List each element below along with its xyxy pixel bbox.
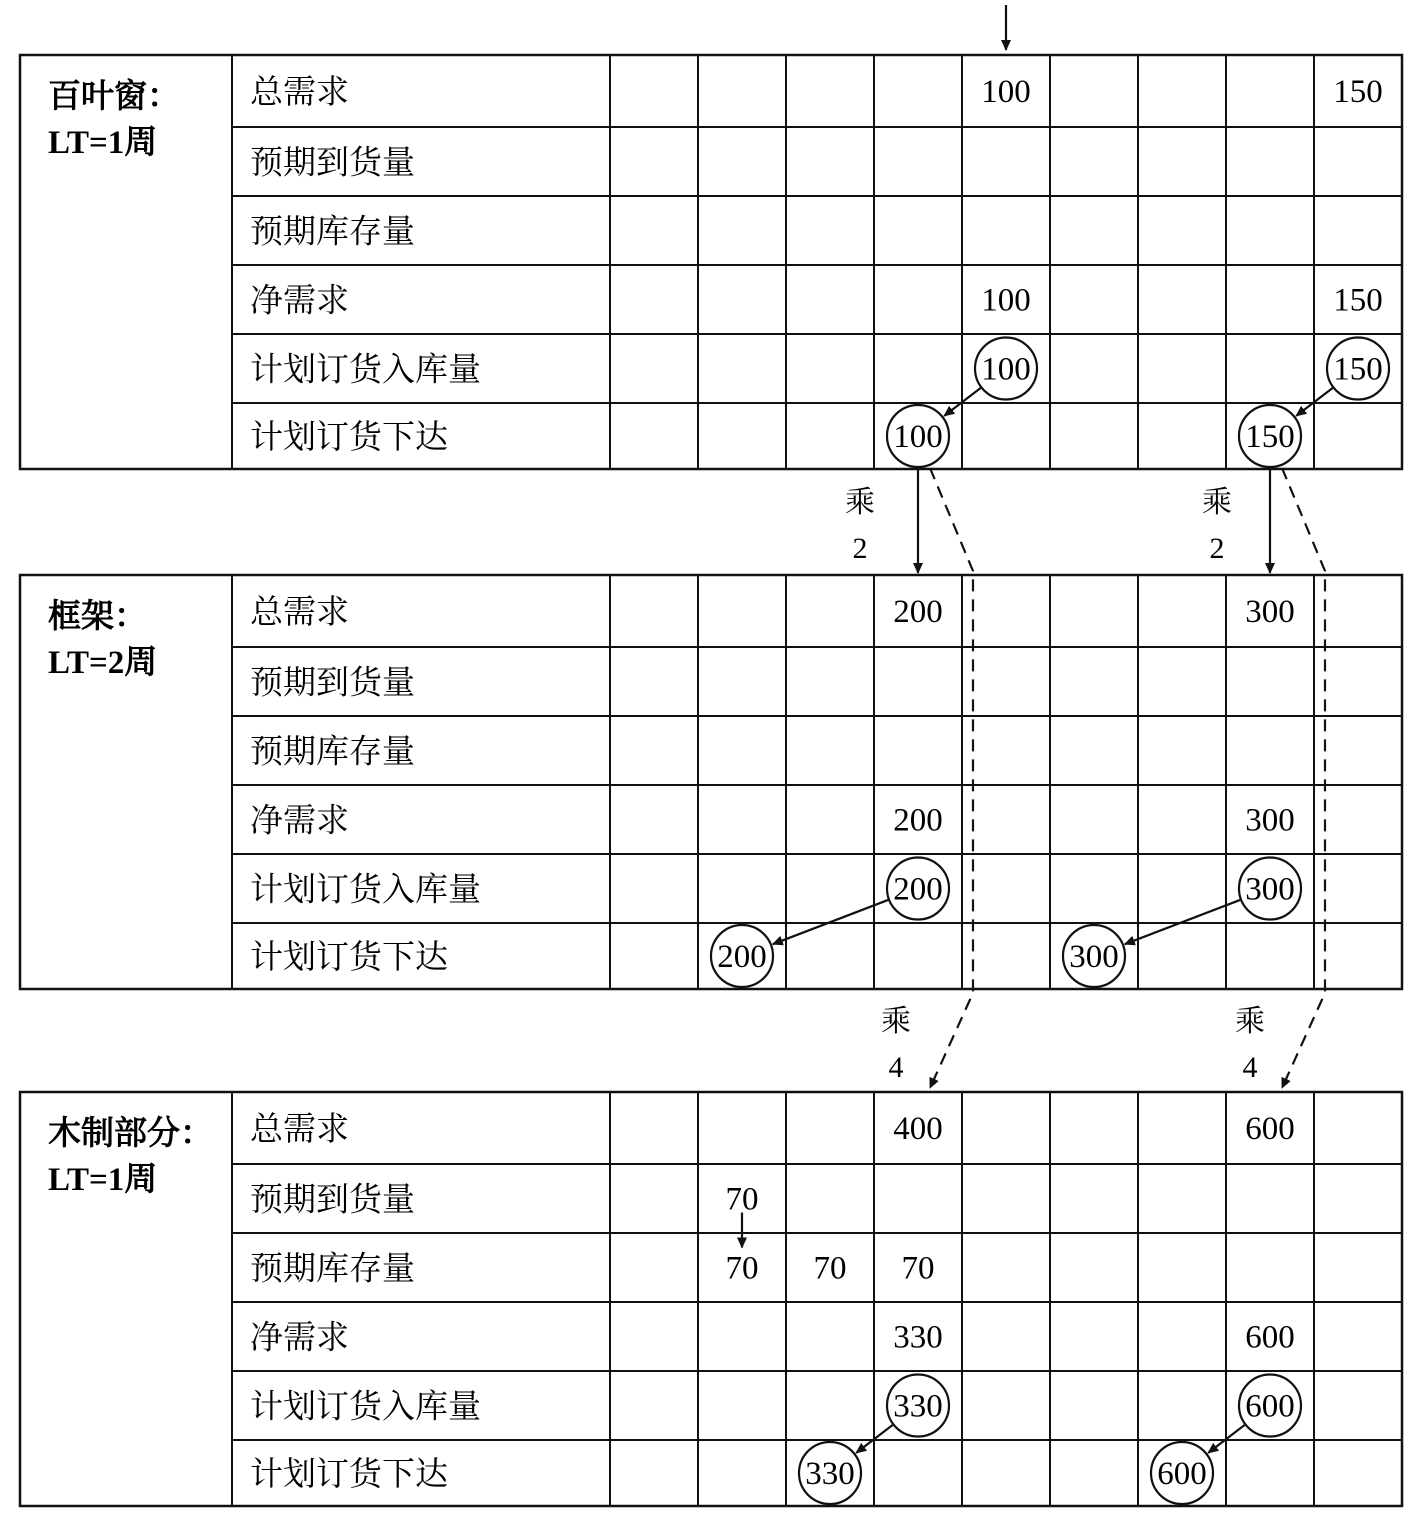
planned-order-value: 300 — [1069, 939, 1119, 975]
multiplier-value: 2 — [1209, 532, 1225, 565]
planned-order-value: 100 — [981, 351, 1031, 388]
row-label: 总需求 — [250, 75, 349, 111]
planned-order-value: 600 — [1245, 1388, 1295, 1425]
multiplier-value: 4 — [888, 1051, 904, 1084]
row-label: 总需求 — [250, 1112, 349, 1148]
lead-time: LT=1周 — [48, 1162, 158, 1198]
planned-order-value: 150 — [1245, 419, 1295, 455]
planned-order-value: 100 — [893, 419, 943, 455]
planned-order-value: 300 — [1245, 871, 1295, 908]
mrp-block — [20, 1092, 1402, 1506]
cell-value: 600 — [1245, 1319, 1295, 1356]
multiplier-label: 乘 — [845, 486, 875, 519]
cell-value: 70 — [901, 1250, 935, 1287]
item-name: 百叶窗： — [48, 79, 180, 115]
cell-value: 300 — [1245, 802, 1295, 839]
row-label: 总需求 — [250, 595, 349, 631]
dashed-explosion-line — [1282, 468, 1325, 1088]
row-label: 预期库存量 — [250, 214, 415, 251]
row-label: 预期库存量 — [250, 1251, 415, 1288]
cell-value: 600 — [1245, 1111, 1295, 1147]
multiplier-label: 乘 — [1202, 486, 1232, 519]
connectors — [742, 5, 1333, 1453]
cell-value: 100 — [981, 74, 1031, 110]
row-label: 计划订货入库量 — [250, 352, 481, 389]
lead-time: LT=2周 — [48, 645, 158, 681]
row-label: 预期到货量 — [250, 145, 415, 182]
multiplier-label: 乘 — [881, 1005, 911, 1038]
row-label: 预期到货量 — [250, 1182, 415, 1219]
planned-order-value: 150 — [1333, 351, 1383, 388]
item-name: 木制部分： — [48, 1116, 213, 1152]
block-border — [20, 575, 1402, 989]
block-border — [20, 55, 1402, 469]
row-label: 计划订货下达 — [250, 420, 448, 456]
mrp-block — [20, 55, 1402, 469]
item-name: 框架： — [48, 599, 147, 635]
planned-order-value: 200 — [893, 871, 943, 908]
multiplier-value: 2 — [852, 532, 868, 565]
cell-value: 100 — [981, 282, 1031, 319]
cell-value: 330 — [893, 1319, 943, 1356]
cell-value: 150 — [1333, 74, 1383, 110]
row-label: 预期到货量 — [250, 665, 415, 702]
multiplier-value: 4 — [1242, 1051, 1258, 1084]
planned-order-value: 600 — [1157, 1456, 1207, 1492]
cell-value: 70 — [725, 1181, 759, 1218]
lead-time: LT=1周 — [48, 125, 158, 161]
dashed-explosion-line — [930, 468, 973, 1088]
planned-order-value: 330 — [893, 1388, 943, 1425]
row-label: 计划订货下达 — [250, 1457, 448, 1493]
row-label: 净需求 — [250, 1320, 349, 1357]
row-label: 计划订货下达 — [250, 940, 448, 976]
cell-value: 200 — [893, 802, 943, 839]
row-label: 预期库存量 — [250, 734, 415, 771]
planned-order-value: 200 — [717, 939, 767, 975]
planned-order-value: 330 — [805, 1456, 855, 1492]
multiplier-label: 乘 — [1235, 1005, 1265, 1038]
row-label: 计划订货入库量 — [250, 1389, 481, 1426]
row-label: 净需求 — [250, 803, 349, 840]
row-label: 净需求 — [250, 283, 349, 320]
cell-value: 70 — [725, 1250, 759, 1287]
cell-value: 300 — [1245, 594, 1295, 630]
row-label: 计划订货入库量 — [250, 872, 481, 909]
mrp-block — [20, 575, 1402, 989]
cell-value: 150 — [1333, 282, 1383, 319]
cell-value: 70 — [813, 1250, 847, 1287]
cell-value: 200 — [893, 594, 943, 630]
cell-value: 400 — [893, 1111, 943, 1147]
mrp-tables — [20, 55, 1402, 1506]
